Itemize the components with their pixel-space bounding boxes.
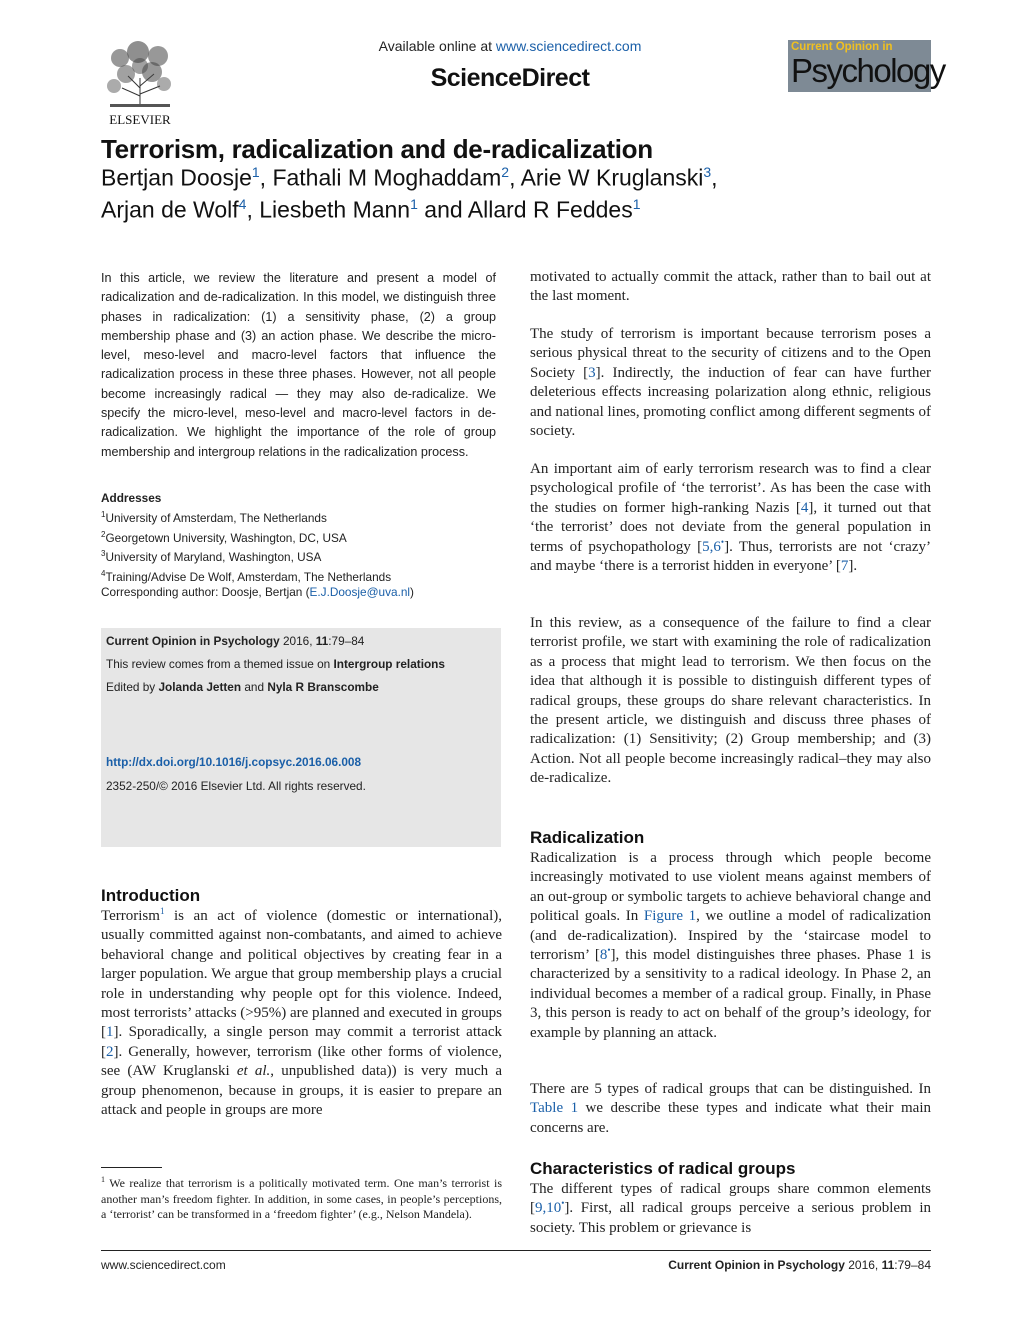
- footer-divider: [101, 1250, 931, 1251]
- author-name: Arie W Kruglanski: [520, 164, 704, 191]
- body-paragraph: An important aim of early terrorism research was to find a clear psychological profile of ‘the terrorist’. As has been the case with the studies on former high-ranking Nazis [4], it turned out that ‘the terrorist’ does not deviate from the general population in terms of psychopathology [5,6•]. Thus, terrorists are not ‘crazy’ and maybe ‘there is a terrorist hidden in everyone’ [7].: [530, 461, 932, 575]
- table-ref[interactable]: Table 1: [530, 1100, 579, 1117]
- introduction-paragraph: Terrorism$^1$ is an act of violence (domestic or international), usually committed against non-combatants, and aimed to achieve behavioral change and political objectives by creating fear in a larger population. We argue that group membership plays a crucial role in understanding why people opt for this violence. Indeed, most terrorists’ attacks (>95%) are planned and executed in groups [1]. Sporadically, a single person may commit a terrorist attack [2]. Generally, however, terrorism (like other forms of violence, see (AW Kruglanski et al., unpublished data)) is very much a group phenomenon, because in groups, it is easier to prepare an attack and people in groups are more: [101, 906, 502, 1119]
- footnote-ref[interactable]: 1: [159, 906, 165, 916]
- citation-ref[interactable]: 1: [106, 1024, 114, 1041]
- body-paragraph: There are 5 types of radical groups that can be distinguished. In Table 1 we describe these types and indicate what their main concerns are.: [530, 1081, 932, 1136]
- affiliation-mark[interactable]: 1: [251, 164, 260, 180]
- copyright-line: 2352-250/© 2016 Elsevier Ltd. All rights reserved.: [106, 779, 366, 793]
- body-paragraph: The different types of radical groups share common elements [9,10•]. First, all radical groups perceive a serious problem in society. This problem or grievance is: [530, 1181, 931, 1236]
- copyright-icon: ©: [159, 779, 168, 793]
- sciencedirect-wordmark: ScienceDirect: [430, 64, 590, 92]
- elsevier-wordmark: ELSEVIER: [109, 112, 171, 127]
- article-info-box: [101, 628, 501, 847]
- footer-citation: Current Opinion in Psychology 2016, 11:79–84: [668, 1258, 931, 1272]
- author-name: Arjan de Wolf: [101, 196, 239, 223]
- author-name: Fathali M Moghaddam: [272, 164, 502, 191]
- doi-link[interactable]: http://dx.doi.org/10.1016/j.copsyc.2016.06.008: [106, 755, 362, 769]
- themed-issue-line: This review comes from a themed issue on Intergroup relations: [106, 657, 445, 671]
- addresses-heading: Addresses: [101, 491, 162, 505]
- citation-ref[interactable]: 2: [106, 1043, 114, 1060]
- radicalization-heading: Radicalization: [530, 828, 645, 847]
- citation-ref[interactable]: 4: [800, 499, 809, 516]
- body-paragraph: Radicalization is a process through which people become increasingly motivated to use violent means against members of an out-group or symbolic targets to achieve behavioral change and political goals. In Figure 1, we outline a model of radicalization (and de-radicalization). Inspired by the ‘staircase model to terrorism’ [8•], this model distinguishes three phases. Phase 1 is characterized by a sensitivity to a radical ideology. In Phase 2, an individual becomes a member of a radical group. Finally, in Phase 3, this person is ready to act on behalf of the group’s ideology, for example by planning an attack.: [530, 850, 931, 1041]
- address-item: $^4$Training/Advise De Wolf, Amsterdam, The Netherlands: [101, 568, 392, 584]
- citation-line: Current Opinion in Psychology 2016, 11:79–84: [106, 634, 365, 648]
- journal-logo: [788, 40, 945, 92]
- affiliation-mark[interactable]: 2: [501, 164, 510, 180]
- affiliation-mark[interactable]: 1: [410, 196, 418, 212]
- author-name: Liesbeth Mann: [259, 196, 411, 223]
- footer-website[interactable]: www.sciencedirect.com: [101, 1258, 226, 1272]
- footnote: $^1$ We realize that terrorism is a politically motivated term. One man’s terrorist is another man’s freedom fighter. In addition, in some cases, in people’s perceptions, a ‘terrorist’ can be transformed in a ‘freedom fighter’ (e.g., Nelson Mandela).: [101, 1175, 502, 1221]
- elsevier-tree-icon: [100, 38, 180, 128]
- citation-ref[interactable]: 7: [840, 558, 849, 575]
- citation-ref[interactable]: 3: [588, 364, 596, 381]
- body-paragraph: The study of terrorism is important because terrorism poses a serious physical threat to the security of citizens and to the Open Society [3]. Indirectly, the induction of fear can have further deleterious effects increasing polarization along ethnic, religious and national lines, promoting conflict among different segments of society.: [530, 326, 931, 440]
- address-item: $^1$University of Amsterdam, The Netherlands: [101, 509, 327, 525]
- body-paragraph: motivated to actually commit the attack, rather than to bail out at the last moment.: [530, 269, 931, 305]
- author-name: Bertjan Doosje: [101, 164, 252, 191]
- authors-line-1: Bertjan Doosje$^1$, Fathali M Moghaddam$^2$, Arie W Kruglanski$^3$,: [101, 164, 718, 191]
- citation-ref[interactable]: 5,6•: [702, 536, 725, 555]
- abstract: In this article, we review the literature and present a model of radicalization and de-radicalization. In this model, we distinguish three phases in radicalization: (1) a sensitivity phase, (2) a group membership phase and (3) an action phase. We describe the micro-level, meso-level and macro-level factors that influence the radicalization process in these three phases. However, not all people become increasingly radical — they may also de-radicalize. We specify the micro-level, meso-level and macro-level factors in de-radicalization. We highlight the importance of the role of group membership and intergroup relations in the radicalization process.: [101, 271, 496, 459]
- journal-logo-line1: Current Opinion in: [791, 41, 893, 53]
- affiliation-mark[interactable]: 1: [632, 196, 641, 212]
- available-online: Available online at www.sciencedirect.com: [378, 38, 642, 54]
- affiliation-mark[interactable]: 3: [703, 164, 712, 180]
- body-paragraph: In this review, as a consequence of the failure to find a clear terrorist profile, we start with examining the role of radicalization as a process that might lead to terrorism. We then focus on the idea that although it is possible to distinguish different types of radical groups, these groups do share relevant characteristics. In the present article, we distinguish and discuss three phases of radicalization: (1) Sensitivity; (2) Group membership; and (3) Action. Not all people become increasingly radical–they may also de-radicalize.: [530, 615, 931, 787]
- address-item: $^2$Georgetown University, Washington, DC, USA: [101, 529, 347, 545]
- characteristics-heading: Characteristics of radical groups: [530, 1159, 796, 1178]
- affiliation-mark[interactable]: 4: [238, 196, 247, 212]
- article-title: Terrorism, radicalization and de-radicalization: [101, 134, 653, 164]
- figure-ref[interactable]: Figure 1: [643, 908, 697, 925]
- authors-line-2: Arjan de Wolf$^4$, Liesbeth Mann$^1$ and Allard R Feddes$^1$: [101, 196, 641, 223]
- author-email-link[interactable]: E.J.Doosje@uva.nl: [309, 585, 411, 599]
- introduction-heading: Introduction: [101, 886, 201, 905]
- corresponding-author: Corresponding author: Doosje, Bertjan (E.J.Doosje@uva.nl): [101, 585, 414, 599]
- elsevier-logo: [100, 38, 180, 128]
- footnote-divider: [101, 1167, 162, 1168]
- sciencedirect-link[interactable]: www.sciencedirect.com: [495, 38, 642, 54]
- address-item: $^3$University of Maryland, Washington, USA: [101, 549, 322, 565]
- citation-ref[interactable]: 9,10•: [535, 1198, 565, 1217]
- author-name: Allard R Feddes: [467, 196, 633, 223]
- addresses: [101, 491, 501, 586]
- editors-line: Edited by Jolanda Jetten and Nyla R Branscombe: [106, 680, 379, 694]
- journal-logo-line2: Psychology: [791, 52, 945, 89]
- citation-ref[interactable]: 8•: [599, 945, 611, 964]
